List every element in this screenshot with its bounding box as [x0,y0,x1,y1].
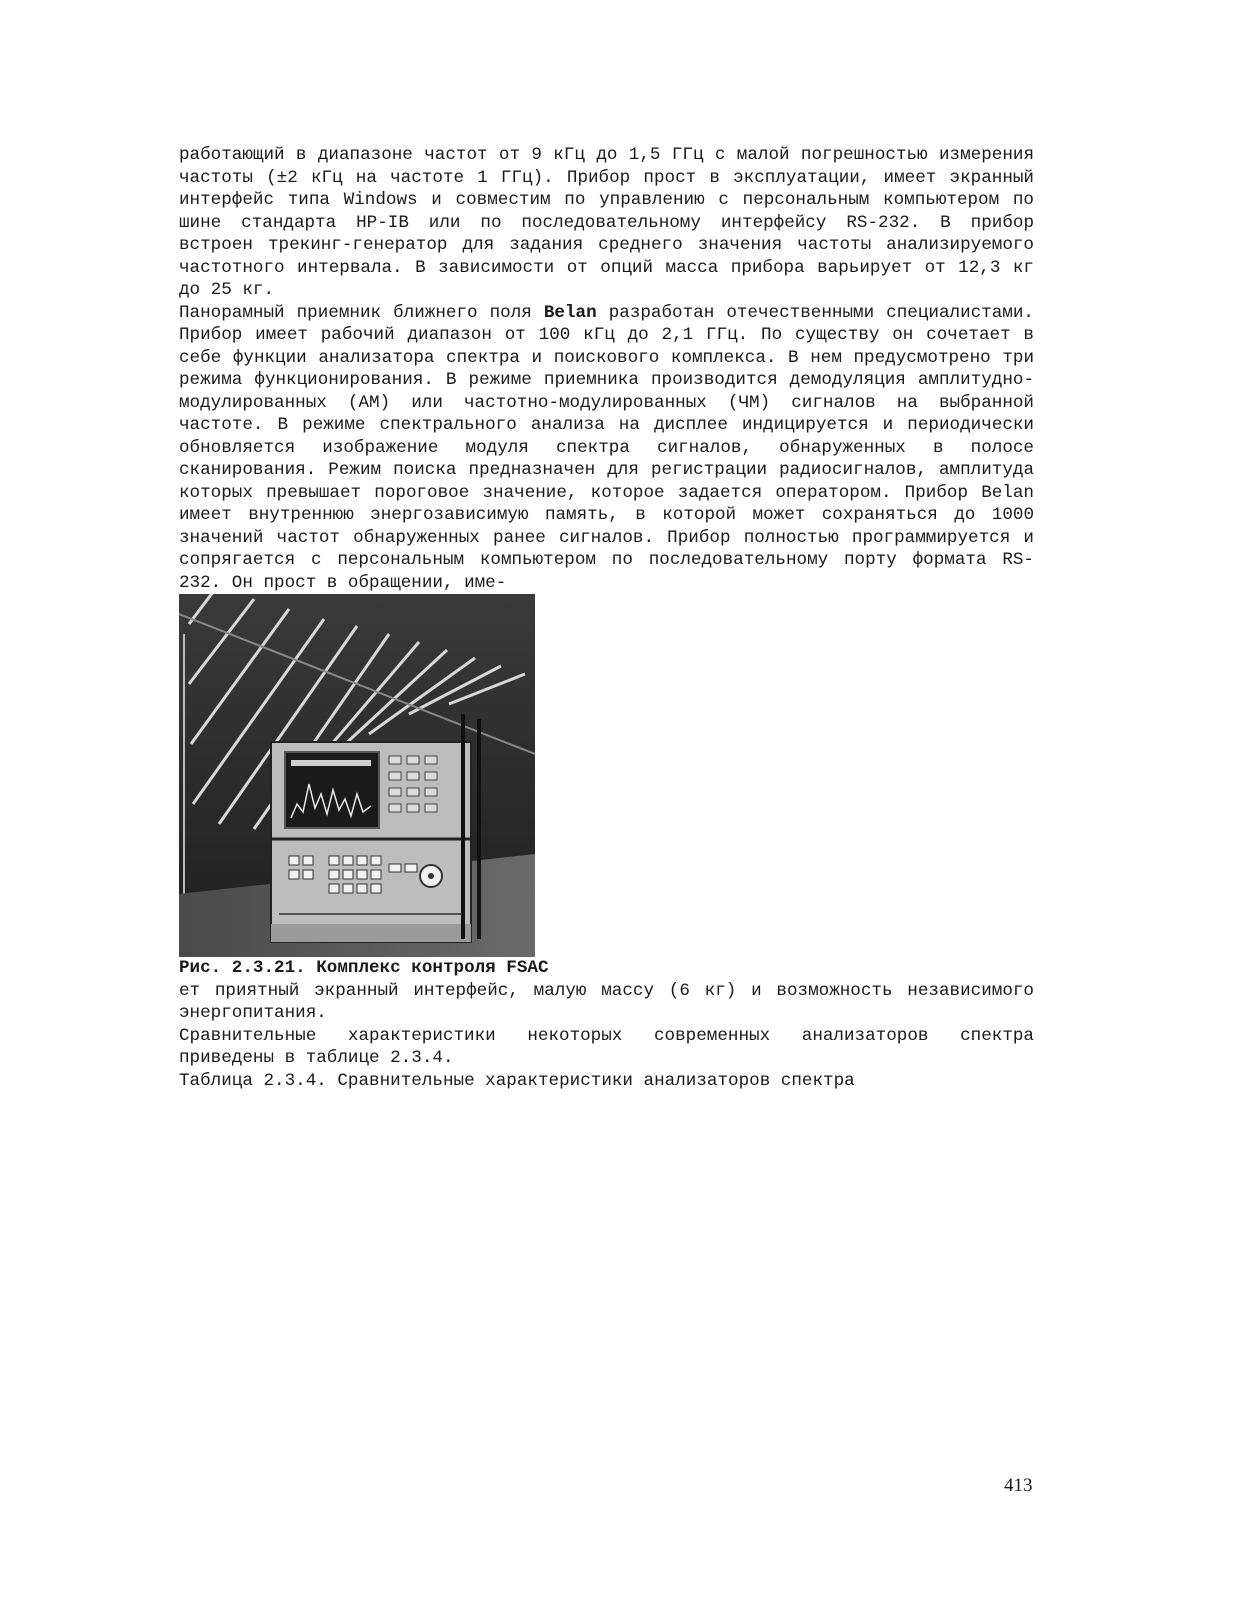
figure-fsac-photo [179,594,535,957]
paragraph-4: Сравнительные характеристики некоторых современных анализаторов спектра приведены в таблице 2.3.4. [179,1025,1034,1068]
paragraph-1: работающий в диапазоне частот от 9 кГц до 1,5 ГГц с малой погрешностью измерения частоты (±2 кГц на частоте 1 ГГц). Прибор прост в эксплуатации, имеет экранный интерфейс типа Windows и совместим по управлению с персональным компьютером по шине стандарта HP-IB или по последовательному интерфейсу RS-232. В прибор встроен трекинг-генератор для задания среднего значения частоты анализируемого частотного интервала. В зависимости от опций масса прибора варьирует от 12,3 кг до 25 кг. [179,145,1034,300]
paragraph-2-start: Панорамный приемник ближнего поля [179,302,544,323]
fsac-photo-illustration [179,594,535,957]
table-title: Таблица 2.3.4. Сравнительные характеристики анализаторов спектра [179,1070,855,1091]
instrument [271,742,471,942]
belan-term: Belan [543,302,597,323]
paragraph-2 [179,302,1034,595]
figure-caption: Рис. 2.3.21. Комплекс контроля FSAC [179,958,549,978]
page-number: 413 [1004,1475,1033,1496]
paragraph-3: ет приятный экранный интерфейс, малую массу (6 кг) и возможность независимого энергопитания. [179,980,1034,1023]
page-content [179,144,1034,1092]
paragraph-2-rest: разработан отечественными специалистами. Прибор имеет рабочий диапазон от 100 кГц до 2,1 ГГц. По существу он сочетает в себе функции анализатора спектра и поискового комплекса. В нем предусмотрено три режима функционирования. В режиме приемника производится демодуляция амплитудно-модулированных (АМ) или частотно-модулированных (ЧМ) сигналов на выбранной частоте. В режиме спектрального анализа на дисплее индицируется и периодически обновляется изображение модуля спектра сигналов, обнаруженных в полосе сканирования. Режим поиска предназначен для регистрации радиосигналов, амплитуда которых превышает пороговое значение, которое задается оператором. Прибор Belan имеет внутреннюю энергозависимую память, в которой может сохраняться до 1000 значений частот обнаруженных ранее сигналов. Прибор полностью программируется и сопрягается с персональным компьютером по последовательному порту формата RS-232. Он прост в обращении, име- [179,302,1034,593]
